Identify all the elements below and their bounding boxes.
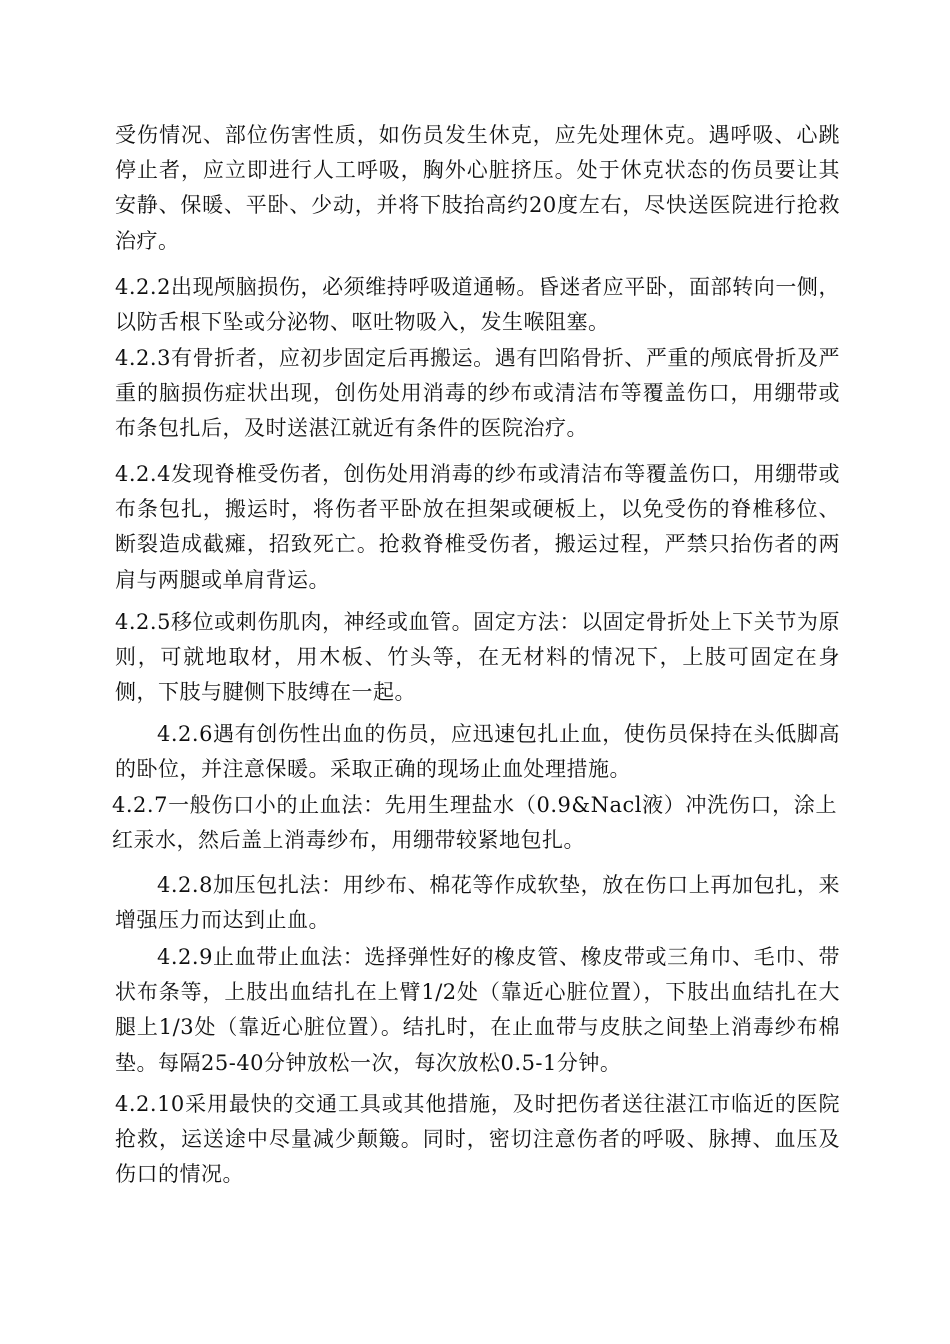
paragraph-4-2-6: 4.2.6遇有创伤性出血的伤员，应迅速包扎止血，使伤员保持在头低脚高的卧位，并注意保暖。采取正确的现场止血处理措施。 bbox=[115, 722, 840, 782]
paragraph-4-2-10: 4.2.10采用最快的交通工具或其他措施，及时把伤者送往湛江市临近的医院抢救，运送途中尽量减少颠簸。同时，密切注意伤者的呼吸、脉搏、血压及伤口的情况。 bbox=[115, 1092, 840, 1187]
paragraph-4-2-2: 4.2.2出现颅脑损伤，必须维持呼吸道通畅。昏迷者应平卧，面部转向一侧，以防舌根下坠或分泌物、呕吐物吸入，发生喉阻塞。 bbox=[115, 275, 840, 335]
paragraph-4-2-9: 4.2.9止血带止血法：选择弹性好的橡皮管、橡皮带或三角巾、毛巾、带状布条等，上肢出血结扎在上臂1/2处（靠近心脏位置），下肢出血结扎在大腿上1/3处（靠近心脏位置）。结扎时，在止血带与皮肤之间垫上消毒纱布棉垫。每隔25-40分钟放松一次，每次放松0.5-1分钟。 bbox=[115, 945, 840, 1075]
paragraph-shock-treatment: 受伤情况、部位伤害性质，如伤员发生休克，应先处理休克。遇呼吸、心跳停止者，应立即进行人工呼吸，胸外心脏挤压。处于休克状态的伤员要让其安静、保暖、平卧、少动，并将下肢抬高约20度左右，尽快送医院进行抢救治疗。 bbox=[115, 123, 840, 253]
paragraph-4-2-4: 4.2.4发现脊椎受伤者，创伤处用消毒的纱布或清洁布等覆盖伤口，用绷带或布条包扎，搬运时，将伤者平卧放在担架或硬板上，以免受伤的脊椎移位、断裂造成截瘫，招致死亡。抢救脊椎受伤者，搬运过程，严禁只抬伤者的两肩与两腿或单肩背运。 bbox=[115, 462, 840, 592]
paragraph-4-2-8: 4.2.8加压包扎法：用纱布、棉花等作成软垫，放在伤口上再加包扎，来增强压力而达到止血。 bbox=[115, 873, 840, 933]
paragraph-4-2-5: 4.2.5移位或刺伤肌肉，神经或血管。固定方法：以固定骨折处上下关节为原则，可就地取材，用木板、竹头等，在无材料的情况下，上肢可固定在身侧，下肢与腱侧下肢缚在一起。 bbox=[115, 610, 840, 705]
paragraph-4-2-7: 4.2.7一般伤口小的止血法：先用生理盐水（0.9&Nacl液）冲洗伤口，涂上红汞水，然后盖上消毒纱布，用绷带较紧地包扎。 bbox=[112, 793, 837, 853]
paragraph-4-2-3: 4.2.3有骨折者，应初步固定后再搬运。遇有凹陷骨折、严重的颅底骨折及严重的脑损伤症状出现，创伤处用消毒的纱布或清洁布等覆盖伤口，用绷带或布条包扎后，及时送湛江就近有条件的医院治疗。 bbox=[115, 346, 840, 441]
